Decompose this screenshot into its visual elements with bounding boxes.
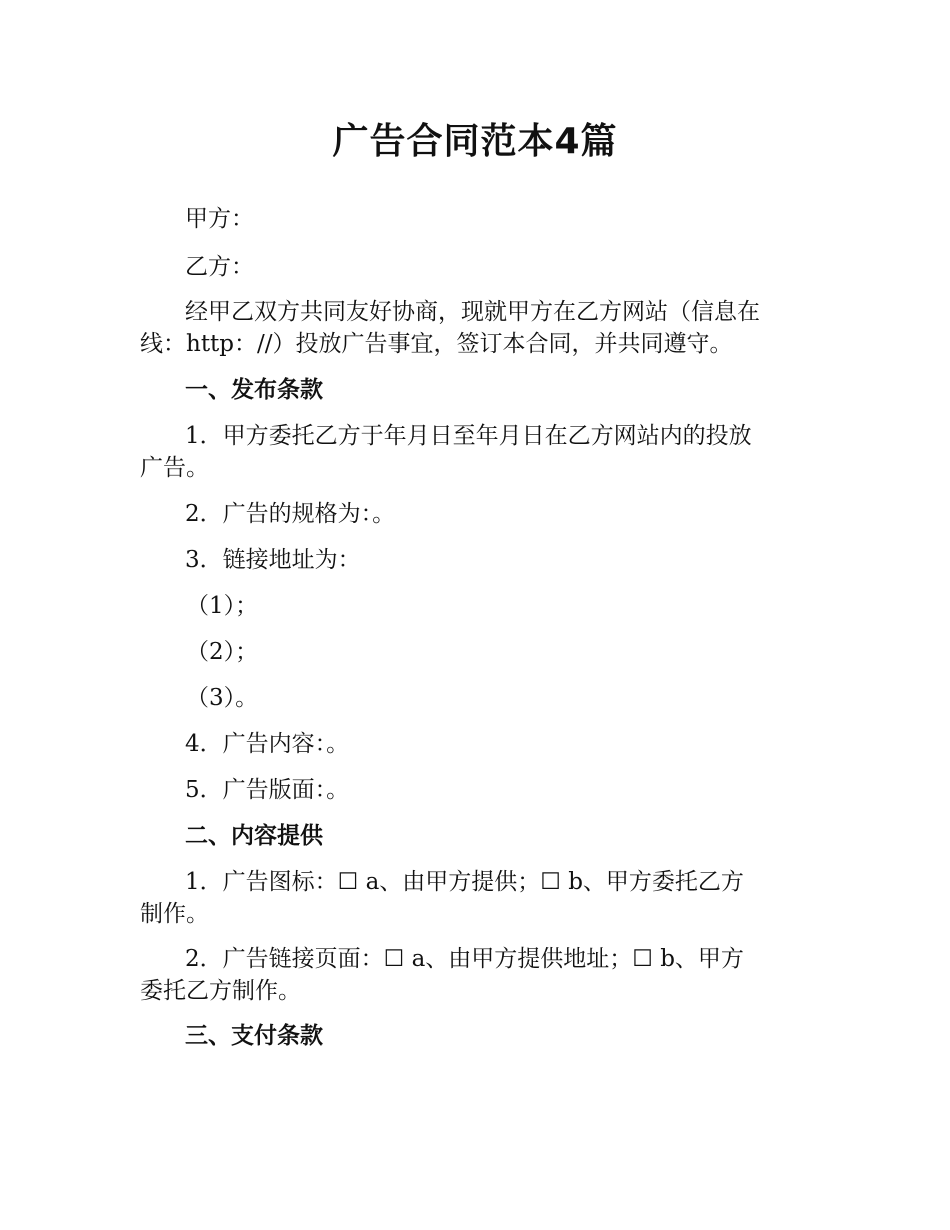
clause-1-1-line-1: 1．甲方委托乙方于年月日至年月日在乙方网站内的投放 (185, 423, 752, 449)
document-title: 广告合同范本4篇 (332, 121, 618, 162)
clause-1-4: 4．广告内容：。 (185, 731, 350, 757)
party-a-label: 甲方： (185, 206, 254, 232)
section-heading-content: 二、内容提供 (185, 823, 323, 849)
clause-2-2-line-1: 2．广告链接页面：☐ a、由甲方提供地址；☐ b、甲方 (185, 946, 744, 972)
party-b-label: 乙方： (185, 254, 254, 280)
clause-1-2: 2．广告的规格为：。 (185, 501, 396, 527)
link-address-1: （1）； (186, 593, 259, 619)
link-address-2: （2）； (186, 639, 259, 665)
clause-2-1-line-1: 1．广告图标：☐ a、由甲方提供；☐ b、甲方委托乙方 (185, 869, 744, 895)
intro-line-2: 线：http：//）投放广告事宜，签订本合同，并共同遵守。 (140, 331, 733, 357)
intro-line-1: 经甲乙双方共同友好协商，现就甲方在乙方网站（信息在 (185, 299, 760, 325)
clause-2-2-line-2: 委托乙方制作。 (140, 978, 301, 1004)
section-heading-publish: 一、发布条款 (185, 377, 323, 403)
clause-1-5: 5．广告版面：。 (185, 777, 350, 803)
clause-1-1-line-2: 广告。 (140, 455, 209, 481)
section-heading-payment: 三、支付条款 (185, 1023, 323, 1049)
link-address-3: （3）。 (186, 685, 259, 711)
clause-2-1-line-2: 制作。 (140, 901, 209, 927)
clause-1-3: 3．链接地址为： (185, 547, 361, 573)
